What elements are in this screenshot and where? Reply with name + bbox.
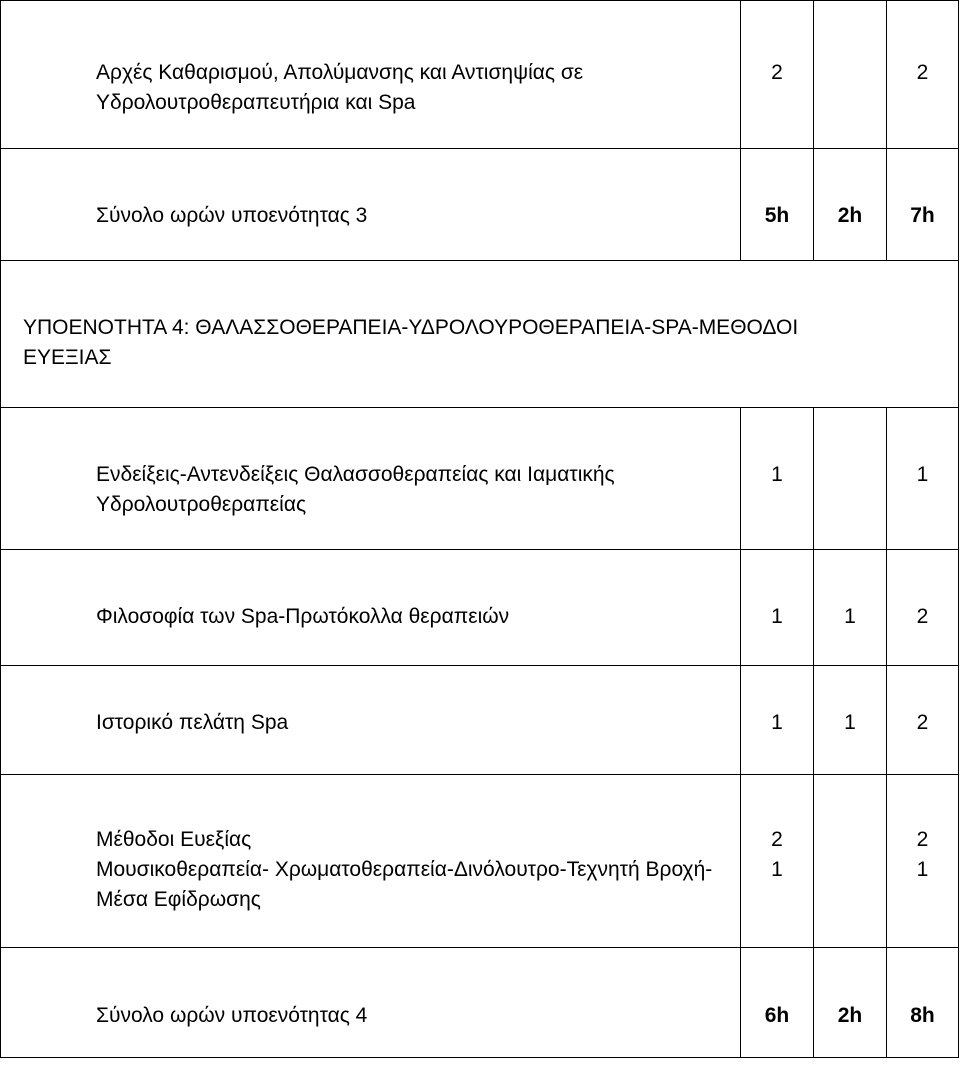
hours-col-3: 7h bbox=[887, 149, 959, 261]
hours-col-1: 1 bbox=[741, 855, 814, 947]
hours-col-1: 2 bbox=[741, 775, 814, 856]
row-label: Μέθοδοι Ευεξίας bbox=[1, 775, 741, 856]
section-header: ΥΠΟΕΝΟΤΗΤΑ 4: ΘΑΛΑΣΣΟΘΕΡΑΠΕΙΑ-ΥΔΡΟΛΟΥΡΟΘΕΡΑΠΕΙΑ-SPA-ΜΕΘΟΔΟΙ ΕΥΕΞΙΑΣ bbox=[1, 261, 959, 408]
hours-col-3: 2 bbox=[887, 775, 959, 856]
table-row bbox=[1, 947, 959, 1057]
hours-col-2: 1 bbox=[814, 666, 887, 775]
subtotal-label: Σύνολο ωρών υποενότητας 4 bbox=[1, 947, 741, 1057]
hours-col-1: 2 bbox=[741, 1, 814, 149]
row-label: Μουσικοθεραπεία- Χρωματοθεραπεία-Δινόλουτρο-Τεχνητή Βροχή-Μέσα Εφίδρωσης bbox=[1, 855, 741, 947]
table-row bbox=[1, 408, 959, 550]
hours-col-1: 6h bbox=[741, 947, 814, 1057]
subtotal-label: Σύνολο ωρών υποενότητας 3 bbox=[1, 149, 741, 261]
hours-col-2: 1 bbox=[814, 550, 887, 666]
hours-col-1: 5h bbox=[741, 149, 814, 261]
hours-col-2: 2h bbox=[814, 947, 887, 1057]
row-label: Φιλοσοφία των Spa-Πρωτόκολλα θεραπειών bbox=[1, 550, 741, 666]
hours-col-3: 2 bbox=[887, 666, 959, 775]
table-row bbox=[1, 855, 959, 947]
hours-col-3: 2 bbox=[887, 550, 959, 666]
hours-col-2: 2h bbox=[814, 149, 887, 261]
table-row bbox=[1, 149, 959, 261]
hours-col-3: 1 bbox=[887, 855, 959, 947]
hours-col-3: 8h bbox=[887, 947, 959, 1057]
table-row bbox=[1, 550, 959, 666]
hours-col-2 bbox=[814, 775, 887, 856]
row-label: Αρχές Καθαρισμού, Απολύμανσης και Αντισηψίας σε Υδρολουτροθεραπευτήρια και Spa bbox=[1, 1, 741, 149]
section-header-row bbox=[1, 261, 959, 408]
table-row bbox=[1, 1, 959, 149]
hours-col-3: 2 bbox=[887, 1, 959, 149]
hours-col-3: 1 bbox=[887, 408, 959, 550]
table-row bbox=[1, 775, 959, 856]
hours-col-2 bbox=[814, 408, 887, 550]
row-label: Ενδείξεις-Αντενδείξεις Θαλασσοθεραπείας και Ιαματικής Υδρολουτροθεραπείας bbox=[1, 408, 741, 550]
hours-col-2 bbox=[814, 1, 887, 149]
table-row bbox=[1, 666, 959, 775]
hours-col-1: 1 bbox=[741, 408, 814, 550]
hours-col-2 bbox=[814, 855, 887, 947]
hours-col-1: 1 bbox=[741, 550, 814, 666]
hours-col-1: 1 bbox=[741, 666, 814, 775]
row-label: Ιστορικό πελάτη Spa bbox=[1, 666, 741, 775]
